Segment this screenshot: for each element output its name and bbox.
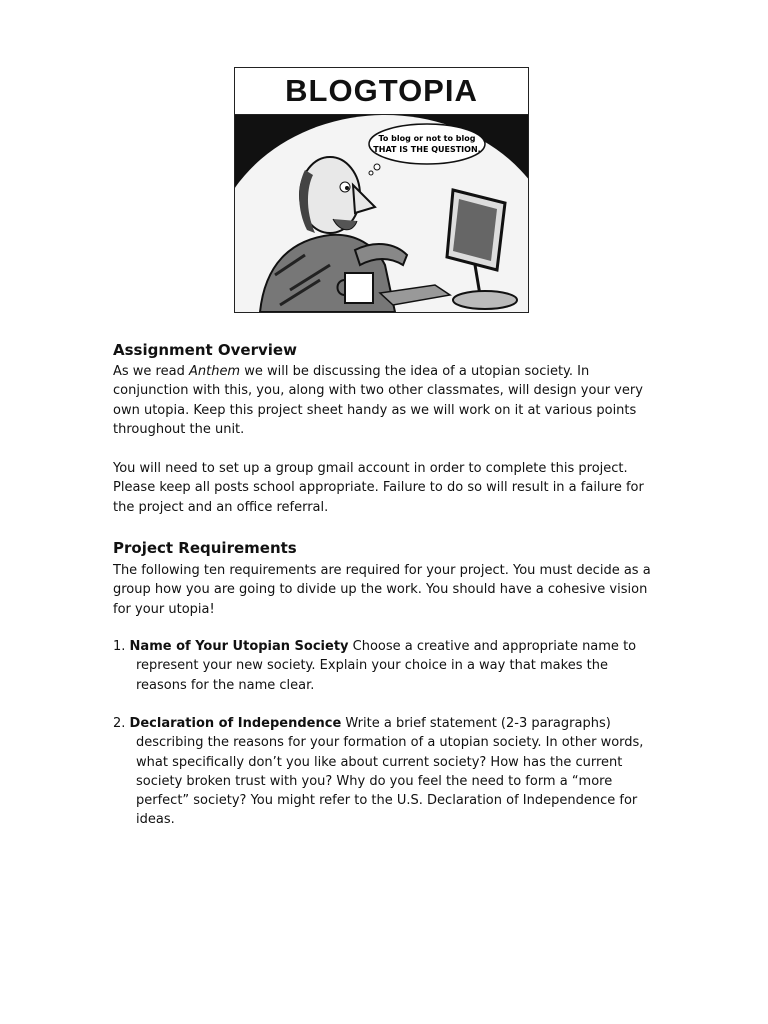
project-requirements-heading: Project Requirements bbox=[113, 539, 297, 557]
requirements-intro: The following ten requirements are required for your project. You must decide as a group how you are going to divide up the work. You should have a cohesive vision for your utopia! bbox=[113, 563, 651, 617]
anthem-title: Anthem bbox=[188, 364, 241, 379]
requirement-item-2 bbox=[113, 714, 658, 830]
item-title: Declaration of Independence bbox=[129, 716, 342, 731]
assignment-overview-heading: Assignment Overview bbox=[113, 341, 297, 359]
item-title: Name of Your Utopian Society bbox=[129, 639, 349, 654]
overview-p1-pre: As we read bbox=[113, 364, 189, 379]
overview-paragraph-2: You will need to set up a group gmail account in order to complete this project. Please keep all posts school appropriate. Failure to do so will result in a failure for the project and an office referral. bbox=[113, 461, 644, 515]
bubble-text-line1: To blog or not to blog bbox=[378, 134, 476, 143]
item-number: 2. bbox=[113, 716, 126, 731]
item-text: Write a brief statement (2-3 paragraphs) describing the reasons for your formation of a utopian society. In other words, what specifically don’t you like about current society? How has the current society broken trust with you? Why do you feel the need to form a “more perfect” society? You might refer to the U.S. Declaration of Independence for ideas. bbox=[136, 716, 644, 828]
item-number: 1. bbox=[113, 639, 126, 654]
blogtopia-banner bbox=[234, 67, 529, 313]
bubble-text-line2: THAT IS THE QUESTION. bbox=[373, 145, 481, 154]
overview-p1-post: we will be discussing the idea of a utopian society. In conjunction with this, you, along with two other classmates, will design your very own utopia. Keep this project sheet handy as we will work on it at various points throughout the unit. bbox=[113, 364, 643, 437]
requirement-item-1 bbox=[113, 637, 658, 695]
item-text: Choose a creative and appropriate name to represent your new society. Explain your choice in a way that makes the reasons for the name clear. bbox=[136, 639, 637, 693]
banner-title: BLOGTOPIA bbox=[235, 68, 528, 115]
shakespeare-cartoon bbox=[235, 115, 528, 312]
overview-paragraph-1 bbox=[113, 362, 658, 439]
